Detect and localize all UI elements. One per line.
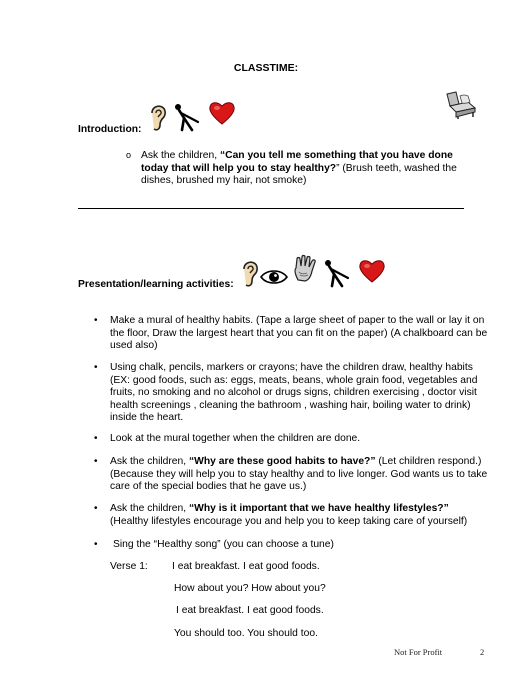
activity-item [110,456,488,494]
bullet-dot: • [94,456,98,467]
bullet-dot: • [94,433,98,444]
intro-item-prefix: Ask the children, [141,150,220,161]
activity-item [110,503,488,528]
intro-item-question: “Can you tell me something that you have done today that will help you to stay healthy? [141,150,453,174]
bullet-dot: • [94,315,98,326]
hand-icon [292,254,318,282]
verse-label: Verse 1: [110,561,148,572]
song-line: I eat breakfast. I eat good foods. [176,605,324,616]
heart-icon [358,258,386,284]
intro-item-suffix: ” (Brush teeth, washed the dishes, brushed my hair, not smoke) [141,162,457,187]
heart-icon [208,100,236,126]
bullet-dot: • [94,362,98,373]
activity-prefix: Ask the children, [110,456,189,467]
activity-question: “Why is it important that we have healthy lifestyles?” [188,503,449,514]
song-line: How about you? How about you? [174,583,326,594]
song-line: I eat breakfast. I eat good foods. [172,561,320,572]
stretching-person-icon [322,258,354,288]
ear-icon [148,104,168,132]
activity-item: Make a mural of healthy habits. (Tape a large sheet of paper to the wall or lay it on the floor, Draw the largest heart that you can fit on the paper) (A chalkboard can be used also) [110,315,488,352]
activity-prefix: Ask the children, [110,503,189,514]
introduction-item [141,150,471,188]
ear-icon [240,260,260,288]
page-title: CLASSTIME: [233,62,299,74]
stretching-person-icon [172,102,204,132]
eye-icon [260,268,288,286]
presentation-label: Presentation/learning activities: [78,279,234,290]
activity-item: Look at the mural together when the children are done. [110,433,361,444]
footer-note: Not For Profit [394,647,443,657]
chair-icon [444,90,478,120]
activity-item: Sing the “Healthy song” (you can choose a tune) [113,539,334,550]
activity-suffix: (Let children respond.) (Because they will help you to stay healthy and to live longer. God wants us to take care of the special bodies that he gave us.) [110,456,488,493]
page-number: 2 [480,647,485,657]
song-line: You should too. You should too. [174,628,318,639]
bullet-dot: • [94,539,98,550]
section-divider [78,208,464,209]
bullet-dot: • [94,503,98,514]
introduction-label: Introduction: [78,124,142,135]
activity-item: Using chalk, pencils, markers or crayons; have the children draw, healthy habits (EX: good foods, such as: eggs, meats, beans, whole grain food, vegetables and fruits, no smoking and no alcohol or drugs signs, children exercising , doctor visit health screenings , cleaning the bathroom , washing hair, boiling water to drink) inside the heart. [110,362,478,424]
activity-question: “Why are these good habits to have?” [188,456,376,467]
circle-bullet: o [126,150,132,160]
activity-suffix: (Healthy lifestyles encourage you and help you to keep taking care of yourself) [110,515,468,527]
